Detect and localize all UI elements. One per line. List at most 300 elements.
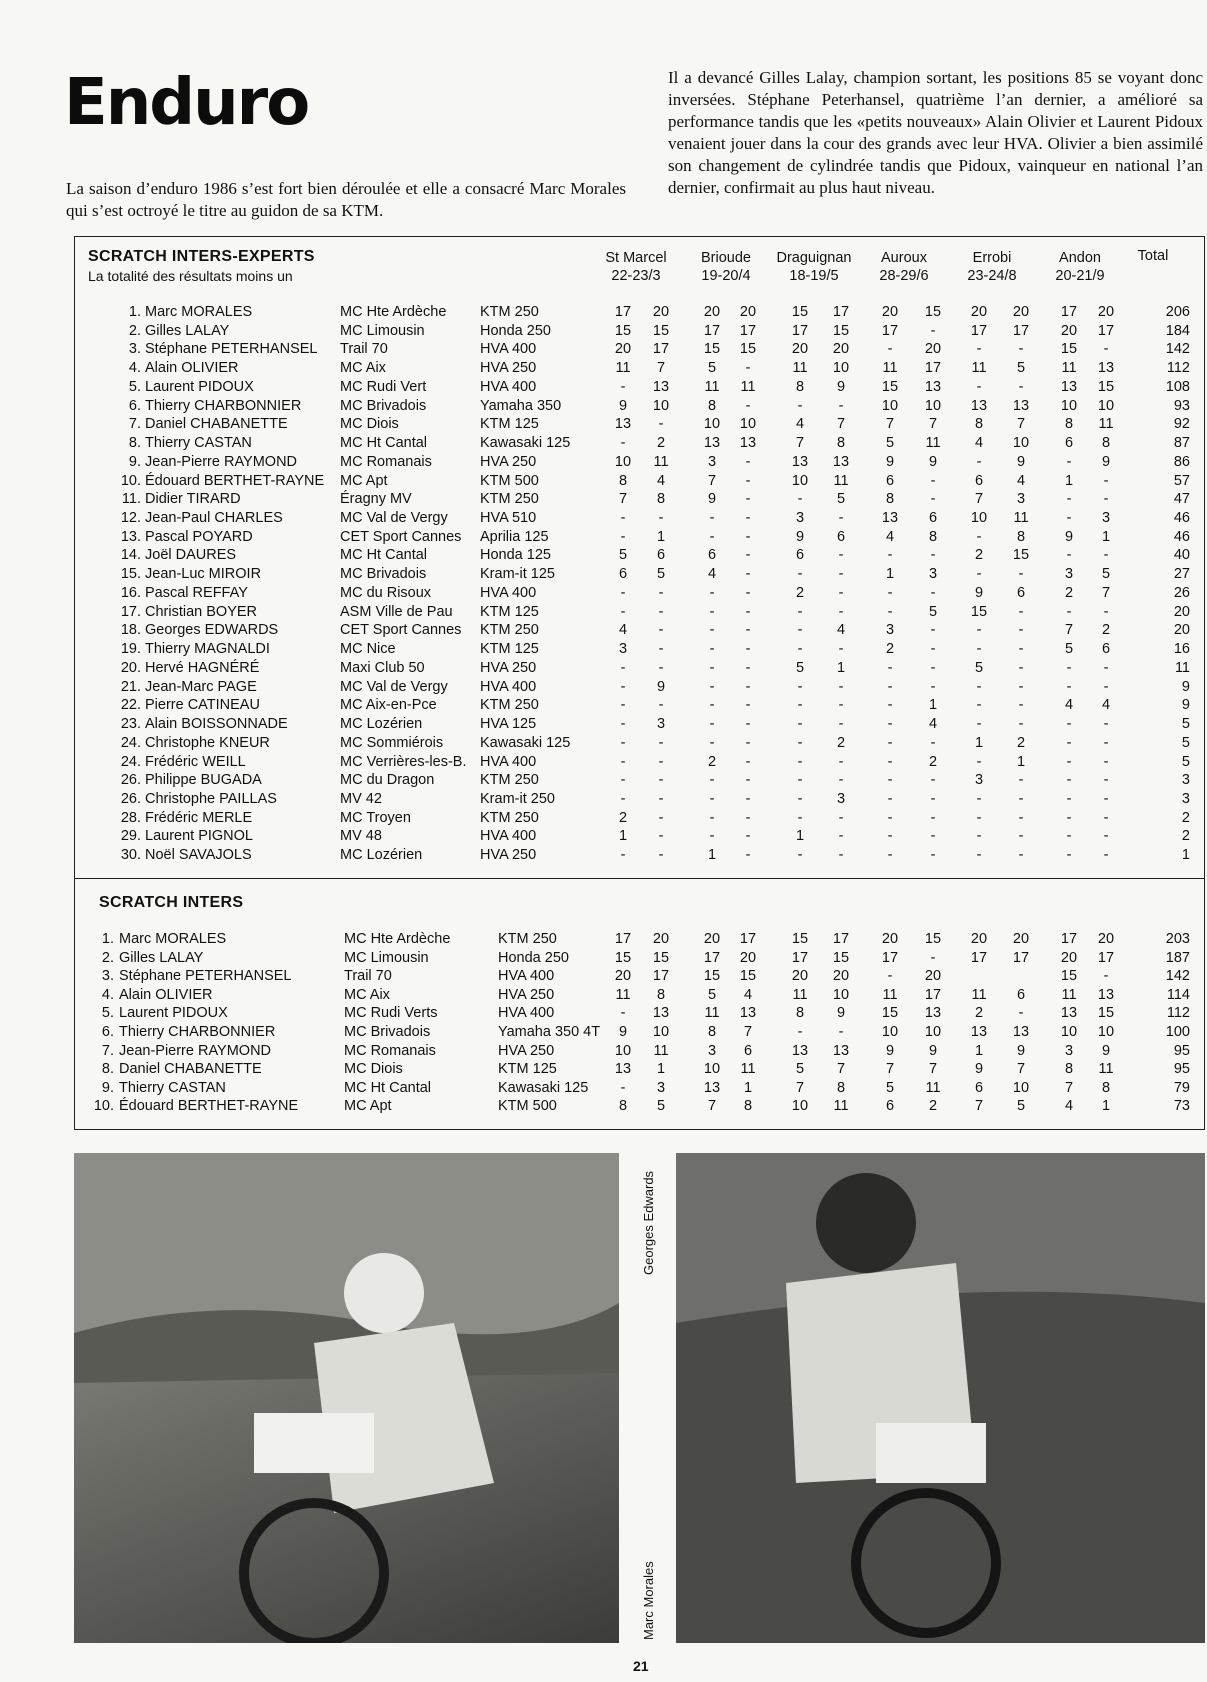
score-cell: - [620,378,626,395]
rider-name: Gilles LALAY [145,322,230,339]
score-cell: - [930,949,936,966]
score-cell: - [745,547,751,564]
score-cell: 13 [832,453,850,470]
score-cell: - [1066,678,1072,695]
score-cell: 15 [791,931,809,947]
event-name: St Marcel [605,250,667,266]
score-cell: - [709,734,715,751]
rider-name: Édouard BERTHET-RAYNE [145,472,325,489]
total-cell: 112 [1166,360,1190,377]
total-cell: 57 [1173,472,1190,489]
club-name: MV 48 [340,828,382,845]
bike-model: KTM 125 [480,416,539,433]
table-row [0,754,1207,772]
score-cell: 13 [970,1024,988,1040]
score-cell: 11 [615,986,631,1003]
table-row [0,1061,1207,1079]
score-cell: - [1103,678,1109,695]
rider-name: Frédéric MERLE [145,809,253,826]
table-row [0,547,1207,565]
event-dates: 28-29/6 [879,268,929,284]
score-cell: - [930,622,936,639]
score-cell: - [887,968,893,985]
rank-cell: 23. [120,716,141,733]
score-cell: - [1066,772,1072,789]
score-cell: 9 [1016,453,1026,470]
bike-model: KTM 250 [480,697,539,714]
score-cell: - [797,603,803,620]
rank-cell: 30. [120,847,141,864]
rank-cell: 24. [120,734,141,751]
score-cell: - [1018,828,1024,845]
score-cell: 17 [652,341,670,358]
rider-name: Pascal REFFAY [145,584,248,601]
club-name: MC Aix-en-Pce [340,697,437,714]
rider-name: Christophe PAILLAS [145,790,277,807]
total-header: Total [1137,248,1169,264]
score-cell: 9 [928,453,938,470]
score-cell: 15 [1097,378,1115,395]
score-cell: 8 [707,1024,717,1040]
score-cell: 13 [791,1042,809,1059]
score-cell: 6 [743,1042,753,1059]
score-cell: 15 [832,949,850,966]
score-cell: - [709,772,715,789]
score-cell: - [620,510,626,527]
score-cell: 2 [707,753,717,770]
score-cell: - [1103,734,1109,751]
score-cell: 11 [882,986,898,1003]
score-cell: 9 [707,491,717,508]
score-cell: - [745,716,751,733]
event-dates: 23-24/8 [967,268,1017,284]
score-cell: 5 [707,360,717,377]
total-cell: 1 [1181,847,1190,864]
score-cell: 9 [1101,1042,1111,1059]
total-cell: 93 [1173,397,1190,414]
score-cell: - [838,828,844,845]
score-cell: - [887,828,893,845]
score-cell: 17 [924,360,942,377]
score-cell: 13 [1097,986,1115,1003]
event-name: Brioude [701,250,751,266]
rank-cell: 5. [128,378,141,395]
score-cell: 5 [656,566,666,583]
table-row [0,622,1207,640]
table-row [0,810,1207,828]
score-cell: 1 [1064,472,1074,489]
table-row [0,491,1207,509]
table-row [0,473,1207,491]
score-cell: 17 [703,949,721,966]
rider-name: Thierry CASTAN [119,1079,226,1096]
club-name: MC Hte Ardèche [344,931,451,947]
rank-cell: 21. [120,678,141,695]
bike-model: HVA 400 [480,584,537,601]
rank-cell: 6. [101,1024,114,1040]
score-cell: 20 [881,931,899,947]
rank-cell: 10. [93,1098,114,1115]
event-name: Andon [1059,250,1101,266]
score-cell: 5 [1101,566,1111,583]
score-cell: 17 [1097,949,1115,966]
score-cell: 2 [885,641,895,658]
event-header [944,249,1040,285]
section1-subtitle: La totalité des résultats moins un [88,268,293,284]
score-cell: 9 [885,453,895,470]
score-cell: 11 [925,1079,941,1096]
score-cell: 13 [1097,360,1115,377]
score-cell: 3 [707,1042,717,1059]
bike-model: HVA 400 [480,341,537,358]
score-cell: - [745,603,751,620]
score-cell: - [930,678,936,695]
score-cell: - [838,510,844,527]
score-cell: 11 [971,986,987,1003]
score-cell: 13 [739,1005,757,1022]
table-row [0,529,1207,547]
score-cell: - [887,847,893,864]
rank-cell: 13. [120,528,141,545]
score-cell: 11 [1061,986,1077,1003]
score-cell: - [1018,716,1024,733]
score-cell: 11 [833,472,849,489]
score-cell: 8 [1101,435,1111,452]
club-name: CET Sport Cannes [340,528,462,545]
score-cell: - [838,1024,844,1040]
score-cell: 8 [885,491,895,508]
score-cell: - [838,547,844,564]
score-cell: 10 [970,510,988,527]
total-cell: 3 [1181,772,1190,789]
rank-cell: 7. [128,416,141,433]
rider-name: Jean-Paul CHARLES [145,510,283,527]
rider-name: Jean-Marc PAGE [145,678,257,695]
table-row [0,660,1207,678]
score-cell: 15 [614,322,632,339]
score-cell: 5 [795,1061,805,1078]
score-cell: 11 [1013,510,1029,527]
bike-model: Honda 250 [480,322,551,339]
score-cell: 13 [614,416,632,433]
total-cell: 16 [1173,641,1190,658]
score-cell: - [797,697,803,714]
score-cell: 5 [928,603,938,620]
rank-cell: 2. [128,322,141,339]
score-cell: 2 [618,809,628,826]
score-cell: 20 [1012,304,1030,320]
rider-right-illustration [676,1153,1205,1643]
table-row [0,931,1207,949]
score-cell: 9 [618,397,628,414]
score-cell: - [797,397,803,414]
club-name: MC Val de Vergy [340,678,448,695]
score-cell: - [709,528,715,545]
score-cell: 4 [795,416,805,433]
total-cell: 40 [1173,547,1190,564]
score-cell: 20 [832,341,850,358]
score-cell: - [976,341,982,358]
score-cell: - [797,734,803,751]
total-cell: 27 [1173,566,1190,583]
total-cell: 92 [1173,416,1190,433]
score-cell: 15 [703,341,721,358]
score-cell: 13 [739,435,757,452]
score-cell: - [745,453,751,470]
score-cell: 7 [795,435,805,452]
score-cell: 11 [740,378,756,395]
score-cell: 2 [974,1005,984,1022]
rider-name: Pascal POYARD [145,528,253,545]
total-cell: 5 [1181,716,1190,733]
club-name: Trail 70 [340,341,388,358]
bike-model: Kawasaki 125 [480,435,571,452]
score-cell: 9 [1016,1042,1026,1059]
score-cell: 2 [928,753,938,770]
score-cell: 10 [703,416,721,433]
score-cell: - [620,435,626,452]
rider-name: Joël DAURES [145,547,237,564]
score-cell: 2 [1101,622,1111,639]
rank-cell: 1. [128,304,141,320]
club-name: MC Ht Cantal [344,1079,432,1096]
score-cell: - [620,584,626,601]
total-cell: 114 [1166,986,1190,1003]
score-cell: 20 [614,341,632,358]
score-cell: - [797,809,803,826]
event-header [766,249,862,285]
club-name: ASM Ville de Pau [340,603,453,620]
score-cell: 20 [1012,931,1030,947]
score-cell: 6 [885,472,895,489]
score-cell: - [797,678,803,695]
score-cell: 1 [656,1061,666,1078]
score-cell: 15 [703,968,721,985]
score-cell: - [620,716,626,733]
score-cell: 6 [1016,986,1026,1003]
score-cell: 7 [885,416,895,433]
score-cell: - [838,584,844,601]
total-cell: 9 [1181,697,1190,714]
table-row [0,828,1207,846]
score-cell: 15 [739,968,757,985]
bike-model: HVA 250 [498,1042,555,1059]
club-name: MC Ht Cantal [340,547,428,564]
score-cell: 3 [1016,491,1026,508]
total-cell: 95 [1173,1042,1190,1059]
bike-model: KTM 250 [480,622,539,639]
score-cell: - [745,622,751,639]
score-cell: 10 [832,986,850,1003]
score-cell: 17 [739,322,757,339]
score-cell: - [1066,734,1072,751]
score-cell: 20 [924,968,942,985]
score-cell: 8 [743,1098,753,1115]
total-cell: 100 [1165,1024,1190,1040]
score-cell: - [658,790,664,807]
score-cell: 11 [833,1098,849,1115]
score-cell: 13 [652,1005,670,1022]
score-cell: 7 [707,472,717,489]
score-cell: - [930,584,936,601]
score-cell: 10 [652,1024,670,1040]
bike-model: KTM 500 [480,472,539,489]
score-cell: 8 [707,397,717,414]
club-name: Maxi Club 50 [340,659,425,676]
score-cell: 17 [1097,322,1115,339]
score-cell: 4 [656,472,666,489]
score-cell: 4 [707,566,717,583]
score-cell: - [838,772,844,789]
score-cell: 9 [928,1042,938,1059]
bike-model: HVA 250 [480,360,537,377]
bike-model: HVA 400 [480,753,537,770]
rank-cell: 16. [120,584,141,601]
club-name: CET Sport Cannes [340,622,462,639]
score-cell: - [745,584,751,601]
rider-name: Jean-Luc MIROIR [145,566,262,583]
score-cell: - [976,453,982,470]
score-cell: 4 [743,986,753,1003]
event-dates: 22-23/3 [611,268,661,284]
score-cell: - [887,659,893,676]
score-cell: 9 [974,584,984,601]
score-cell: - [838,397,844,414]
rider-name: Christian BOYER [145,603,258,620]
score-cell: - [1018,809,1024,826]
score-cell: 5 [707,986,717,1003]
table-row [0,1098,1207,1116]
bike-model: HVA 250 [480,847,537,864]
score-cell: 5 [885,435,895,452]
rider-name: Stéphane PETERHANSEL [119,968,292,985]
score-cell: - [745,847,751,864]
score-cell: 4 [1016,472,1026,489]
score-cell: 10 [614,1042,632,1059]
rank-cell: 1. [101,931,114,947]
event-header [588,249,684,285]
score-cell: - [1103,716,1109,733]
score-cell: 1 [928,697,938,714]
score-cell: 10 [652,397,670,414]
score-cell: - [1103,603,1109,620]
score-cell: 3 [795,510,805,527]
rank-cell: 12. [120,510,141,527]
score-cell: 20 [1097,304,1115,320]
table-row [0,697,1207,715]
score-cell: 2 [795,584,805,601]
bike-model: HVA 125 [480,716,537,733]
total-cell: 2 [1181,828,1190,845]
bike-model: KTM 250 [498,931,557,947]
rank-cell: 8. [128,435,141,452]
score-cell: - [930,547,936,564]
score-cell: 4 [836,622,846,639]
table-row [0,1005,1207,1023]
score-cell: 1 [707,847,717,864]
score-cell: - [658,734,664,751]
score-cell: 17 [881,949,899,966]
rank-cell: 15. [120,566,141,583]
score-cell: 7 [885,1061,895,1078]
score-cell: 7 [836,1061,846,1078]
score-cell: 15 [652,322,670,339]
score-cell: 6 [885,1098,895,1115]
score-cell: 17 [1060,931,1078,947]
rider-left-illustration [74,1153,619,1643]
score-cell: 10 [924,397,942,414]
score-cell: - [745,697,751,714]
event-dates: 20-21/9 [1055,268,1105,284]
score-cell: - [838,716,844,733]
score-cell: 15 [924,304,942,320]
total-cell: 112 [1166,1005,1190,1022]
table-row [0,585,1207,603]
score-cell: - [976,641,982,658]
score-cell: 7 [743,1024,753,1040]
total-cell: 184 [1165,322,1190,339]
score-cell: - [658,622,664,639]
score-cell: - [1018,772,1024,789]
score-cell: 1 [974,1042,984,1059]
score-cell: 20 [739,304,757,320]
score-cell: 9 [974,1061,984,1078]
score-cell: 4 [1064,697,1074,714]
score-cell: - [1018,1005,1024,1022]
score-cell: - [1103,341,1109,358]
score-cell: - [930,659,936,676]
score-cell: - [620,697,626,714]
score-cell: - [709,584,715,601]
score-cell: 8 [1064,1061,1074,1078]
club-name: MC Lozérien [340,716,423,733]
score-cell: 10 [924,1024,942,1040]
rank-cell: 8. [101,1061,114,1078]
score-cell: - [887,603,893,620]
score-cell: 5 [795,659,805,676]
score-cell: 10 [832,360,850,377]
score-cell: 5 [1016,1098,1026,1115]
score-cell: 8 [656,986,666,1003]
score-cell: 10 [1012,1079,1030,1096]
score-cell: - [976,622,982,639]
rider-name: Jean-Pierre RAYMOND [145,453,298,470]
score-cell: 1 [1101,1098,1111,1115]
table-row [0,791,1207,809]
score-cell: - [976,566,982,583]
score-cell: 1 [1016,753,1026,770]
score-cell: - [620,528,626,545]
score-cell: 5 [974,659,984,676]
score-cell: 3 [928,566,938,583]
score-cell: 15 [832,322,850,339]
score-cell: - [745,734,751,751]
score-cell: 13 [614,1061,632,1078]
score-cell: - [745,510,751,527]
total-cell: 5 [1181,753,1190,770]
score-cell: 11 [653,453,669,470]
score-cell: - [838,566,844,583]
event-header [856,249,952,285]
score-cell: 17 [832,931,850,947]
table-row [0,716,1207,734]
score-cell: - [1018,603,1024,620]
score-cell: 6 [974,472,984,489]
score-cell: 3 [618,641,628,658]
score-cell: - [930,847,936,864]
club-name: MC Apt [340,472,388,489]
score-cell: 7 [656,360,666,377]
